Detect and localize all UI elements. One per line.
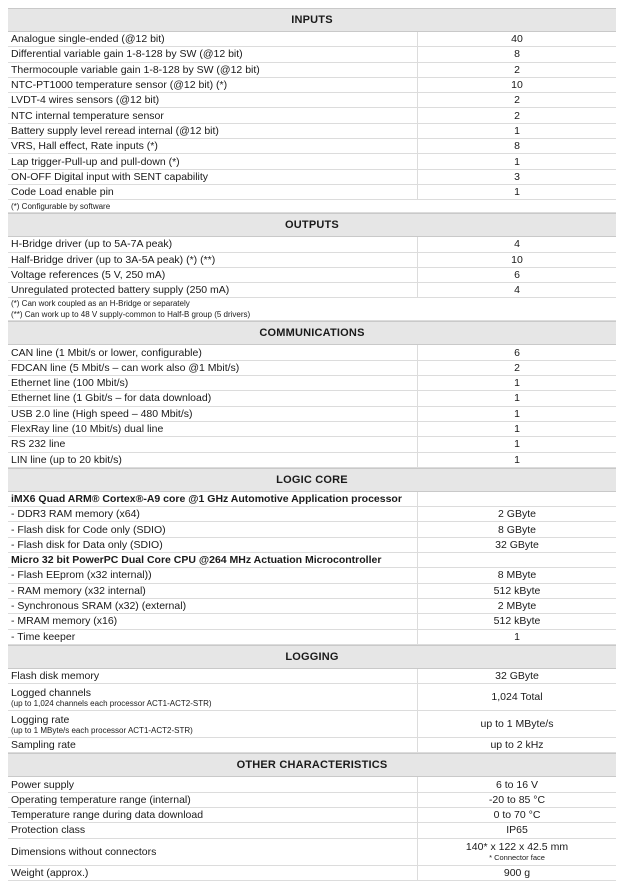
processor-2-heading: Micro 32 bit PowerPC Dual Core CPU @264 MHz Actuation Microcontroller [8, 553, 616, 568]
spec-row [8, 823, 616, 838]
spec-value: 1 [514, 453, 520, 466]
spec-value: 6 [514, 346, 520, 359]
spec-row [8, 839, 616, 866]
spec-value: 1 [514, 155, 520, 168]
spec-row [8, 268, 616, 283]
spec-label: Analogue single-ended (@12 bit) [8, 32, 418, 46]
spec-value: 2 GByte [498, 508, 536, 521]
spec-label: Ethernet line (100 Mbit/s) [8, 376, 418, 390]
spec-label: - Synchronous SRAM (x32) (external) [8, 599, 418, 613]
spec-row [8, 538, 616, 553]
spec-value: 140* x 122 x 42.5 mm [465, 841, 569, 854]
spec-value: IP65 [506, 824, 528, 837]
spec-value: 8 MByte [497, 569, 537, 582]
spec-row [8, 391, 616, 406]
spec-sublabel: (up to 1,024 channels each processor ACT1-ACT2-STR) [11, 698, 212, 708]
spec-row [8, 808, 616, 823]
spec-row [8, 170, 616, 185]
section-header-communications: COMMUNICATIONS [8, 321, 616, 345]
spec-label: - DDR3 RAM memory (x64) [8, 507, 418, 521]
spec-value: 6 to 16 V [495, 778, 539, 791]
spec-label: Logged channels [11, 686, 91, 699]
spec-row [8, 139, 616, 154]
spec-value: 3 [514, 170, 520, 183]
spec-label: Weight (approx.) [8, 866, 418, 880]
spec-row [8, 361, 616, 376]
spec-row [8, 185, 616, 200]
spec-value: 2 [514, 109, 520, 122]
spec-value: 10 [511, 253, 523, 266]
spec-value: 2 [514, 94, 520, 107]
section-header-logging: LOGGING [8, 645, 616, 669]
spec-label: Operating temperature range (internal) [8, 793, 418, 807]
spec-table [8, 8, 616, 881]
spec-label: Unregulated protected battery supply (250 mA) [8, 283, 418, 297]
spec-row [8, 422, 616, 437]
spec-label: NTC-PT1000 temperature sensor (@12 bit) (*) [8, 78, 418, 92]
spec-value: 2 MByte [497, 600, 537, 613]
spec-label: - RAM memory (x32 internal) [8, 584, 418, 598]
spec-value: 1,024 Total [491, 691, 543, 704]
spec-value: 0 to 70 °C [493, 809, 541, 822]
spec-label: Half-Bridge driver (up to 3A-5A peak) (*) (**) [8, 253, 418, 267]
spec-row [8, 124, 616, 139]
spec-value: 1 [514, 438, 520, 451]
spec-value: 1 [514, 407, 520, 420]
spec-label: Temperature range during data download [8, 808, 418, 822]
spec-value: 2 [514, 63, 520, 76]
spec-label: LVDT-4 wires sensors (@12 bit) [8, 93, 418, 107]
spec-row [8, 345, 616, 360]
spec-value: 512 kByte [493, 615, 541, 628]
spec-label: Thermocouple variable gain 1-8-128 by SW (@12 bit) [8, 63, 418, 77]
spec-label: - Flash EEprom (x32 internal)) [8, 568, 418, 582]
spec-row [8, 407, 616, 422]
spec-row [8, 32, 616, 47]
spec-label: Voltage references (5 V, 250 mA) [8, 268, 418, 282]
spec-value: 4 [514, 284, 520, 297]
spec-value: 4 [514, 238, 520, 251]
spec-row [8, 253, 616, 268]
spec-label: FlexRay line (10 Mbit/s) dual line [8, 422, 418, 436]
spec-row [8, 599, 616, 614]
spec-value: -20 to 85 °C [488, 793, 546, 806]
spec-label: NTC internal temperature sensor [8, 108, 418, 122]
spec-value: 1 [514, 377, 520, 390]
processor-1-heading: iMX6 Quad ARM® Cortex®-A9 core @1 GHz Automotive Application processor [8, 492, 616, 507]
spec-row [8, 614, 616, 629]
spec-label: H-Bridge driver (up to 5A-7A peak) [8, 237, 418, 251]
spec-value: 32 GByte [495, 538, 539, 551]
spec-value: 1 [514, 630, 520, 643]
spec-row [8, 584, 616, 599]
spec-label: LIN line (up to 20 kbit/s) [8, 453, 418, 467]
spec-subvalue: * Connector face [489, 853, 545, 863]
spec-value: 10 [511, 79, 523, 92]
spec-row [8, 237, 616, 252]
spec-value: 6 [514, 269, 520, 281]
spec-value: 32 GByte [495, 669, 539, 682]
spec-value: 1 [514, 124, 520, 137]
spec-label: Ethernet line (1 Gbit/s – for data download) [8, 391, 418, 405]
spec-label: RS 232 line [8, 437, 418, 451]
spec-row [8, 47, 616, 62]
spec-value: 8 GByte [498, 523, 536, 536]
spec-label: Code Load enable pin [8, 185, 418, 199]
spec-sublabel: (up to 1 MByte/s each processor ACT1-ACT2-STR) [11, 725, 193, 735]
spec-label: Dimensions without connectors [8, 839, 418, 865]
outputs-footnote-1: (*) Can work coupled as an H-Bridge or separately [11, 299, 190, 309]
spec-label: - Time keeper [8, 630, 418, 644]
spec-label: FDCAN line (5 Mbit/s – can work also @1 Mbit/s) [8, 361, 418, 375]
spec-label: Battery supply level reread internal (@12 bit) [8, 124, 418, 138]
spec-row [8, 793, 616, 808]
spec-label: - Flash disk for Data only (SDIO) [8, 538, 418, 552]
spec-row [8, 154, 616, 169]
spec-value: 1 [514, 186, 520, 199]
spec-row [8, 93, 616, 108]
spec-label: Logging rate [11, 713, 70, 726]
spec-label: Differential variable gain 1-8-128 by SW (@12 bit) [8, 47, 418, 61]
spec-label: Lap trigger-Pull-up and pull-down (*) [8, 154, 418, 168]
section-header-inputs: INPUTS [8, 8, 616, 32]
spec-row [8, 376, 616, 391]
spec-row [8, 78, 616, 93]
outputs-footnote-2: (**) Can work up to 48 V supply-common to Half-B group (5 drivers) [8, 309, 616, 321]
spec-value: up to 2 kHz [490, 739, 544, 752]
section-header-other-characteristics: OTHER CHARACTERISTICS [8, 753, 616, 777]
spec-row [8, 108, 616, 123]
spec-value: 2 [514, 361, 520, 374]
spec-row [8, 669, 616, 684]
section-header-outputs: OUTPUTS [8, 213, 616, 237]
spec-label: Sampling rate [8, 738, 418, 752]
spec-label: - MRAM memory (x16) [8, 614, 418, 628]
spec-label: Protection class [8, 823, 418, 837]
spec-row [8, 568, 616, 583]
spec-label: ON-OFF Digital input with SENT capability [8, 170, 418, 184]
spec-value: up to 1 MByte/s [480, 718, 554, 731]
spec-row [8, 777, 616, 792]
section-header-logic-core: LOGIC CORE [8, 468, 616, 492]
spec-row [8, 507, 616, 522]
spec-row [8, 63, 616, 78]
spec-value: 1 [514, 423, 520, 436]
spec-label: VRS, Hall effect, Rate inputs (*) [8, 139, 418, 153]
spec-row [8, 684, 616, 711]
spec-label: - Flash disk for Code only (SDIO) [8, 522, 418, 536]
spec-label: USB 2.0 line (High speed – 480 Mbit/s) [8, 407, 418, 421]
inputs-footnote: (*) Configurable by software [8, 200, 616, 213]
spec-value: 40 [511, 33, 523, 46]
spec-value: 8 [514, 140, 520, 153]
spec-label: CAN line (1 Mbit/s or lower, configurable) [8, 345, 418, 359]
spec-row [8, 437, 616, 452]
spec-row [8, 866, 616, 881]
spec-row [8, 711, 616, 738]
spec-row [8, 630, 616, 645]
spec-value: 900 g [503, 866, 531, 879]
spec-value: 512 kByte [493, 584, 541, 597]
spec-row [8, 738, 616, 753]
spec-value: 8 [514, 48, 520, 61]
spec-label: Power supply [8, 777, 418, 791]
spec-label: Flash disk memory [8, 669, 418, 683]
spec-row [8, 453, 616, 468]
spec-row [8, 522, 616, 537]
spec-value: 1 [514, 392, 520, 405]
spec-row [8, 283, 616, 298]
